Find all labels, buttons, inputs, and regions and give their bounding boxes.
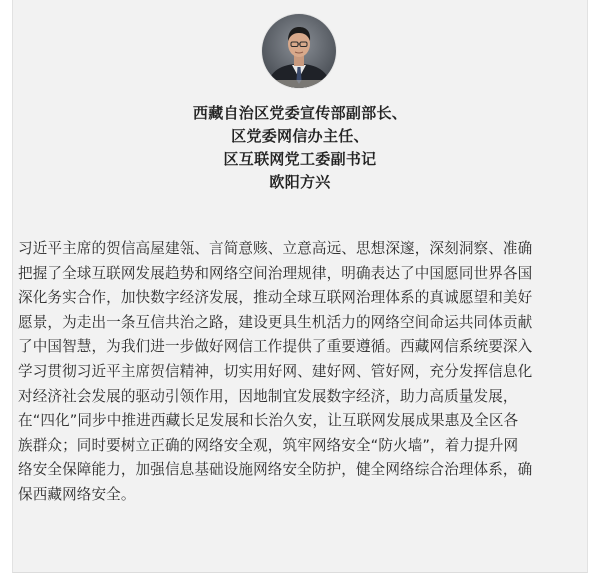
person-portrait-icon [262,14,336,88]
title-line-position-3: 区互联网党工委副书记 [223,150,377,168]
body-line: 络安全保障能力，加强信息基础设施网络安全防护，健全网络综合治理体系，确 [18,461,533,479]
body-line: 愿景，为走出一条互信共治之路，建设更具生机活力的网络空间命运共同体贡献 [18,313,533,331]
body-line: 对经济社会发展的驱动引领作用，因地制宜发展数字经济，助力高质量发展， [18,387,518,405]
body-line: 了中国智慧，为我们进一步做好网信工作提供了重要遵循。西藏网信系统要深入 [18,338,533,356]
speaker-name: 欧阳方兴 [269,173,331,191]
article-body [18,237,584,508]
speaker-title [0,102,600,194]
body-line: 族群众；同时要树立正确的网络安全观，筑牢网络安全“防火墙”，着力提升网 [18,436,519,454]
body-line: 学习贯彻习近平主席贺信精神，切实用好网、建好网、管好网，充分发挥信息化 [18,362,533,380]
title-line-position-1: 西藏自治区党委宣传部副部长、 [192,104,408,122]
body-line: 在“四化”同步中推进西藏长足发展和长治久安，让互联网发展成果惠及全区各 [18,412,519,430]
body-line: 把握了全球互联网发展趋势和网络空间治理规律，明确表达了中国愿同世界各国 [18,264,533,282]
title-line-position-2: 区党委网信办主任、 [231,127,369,145]
body-line: 习近平主席的贺信高屋建瓴、言简意赅、立意高远、思想深邃，深刻洞察、准确 [18,240,533,257]
portrait-avatar [262,14,336,88]
body-line: 保西藏网络安全。 [18,485,136,503]
body-line: 深化务实合作，加快数字经济发展，推动全球互联网治理体系的真诚愿望和美好 [18,289,533,307]
